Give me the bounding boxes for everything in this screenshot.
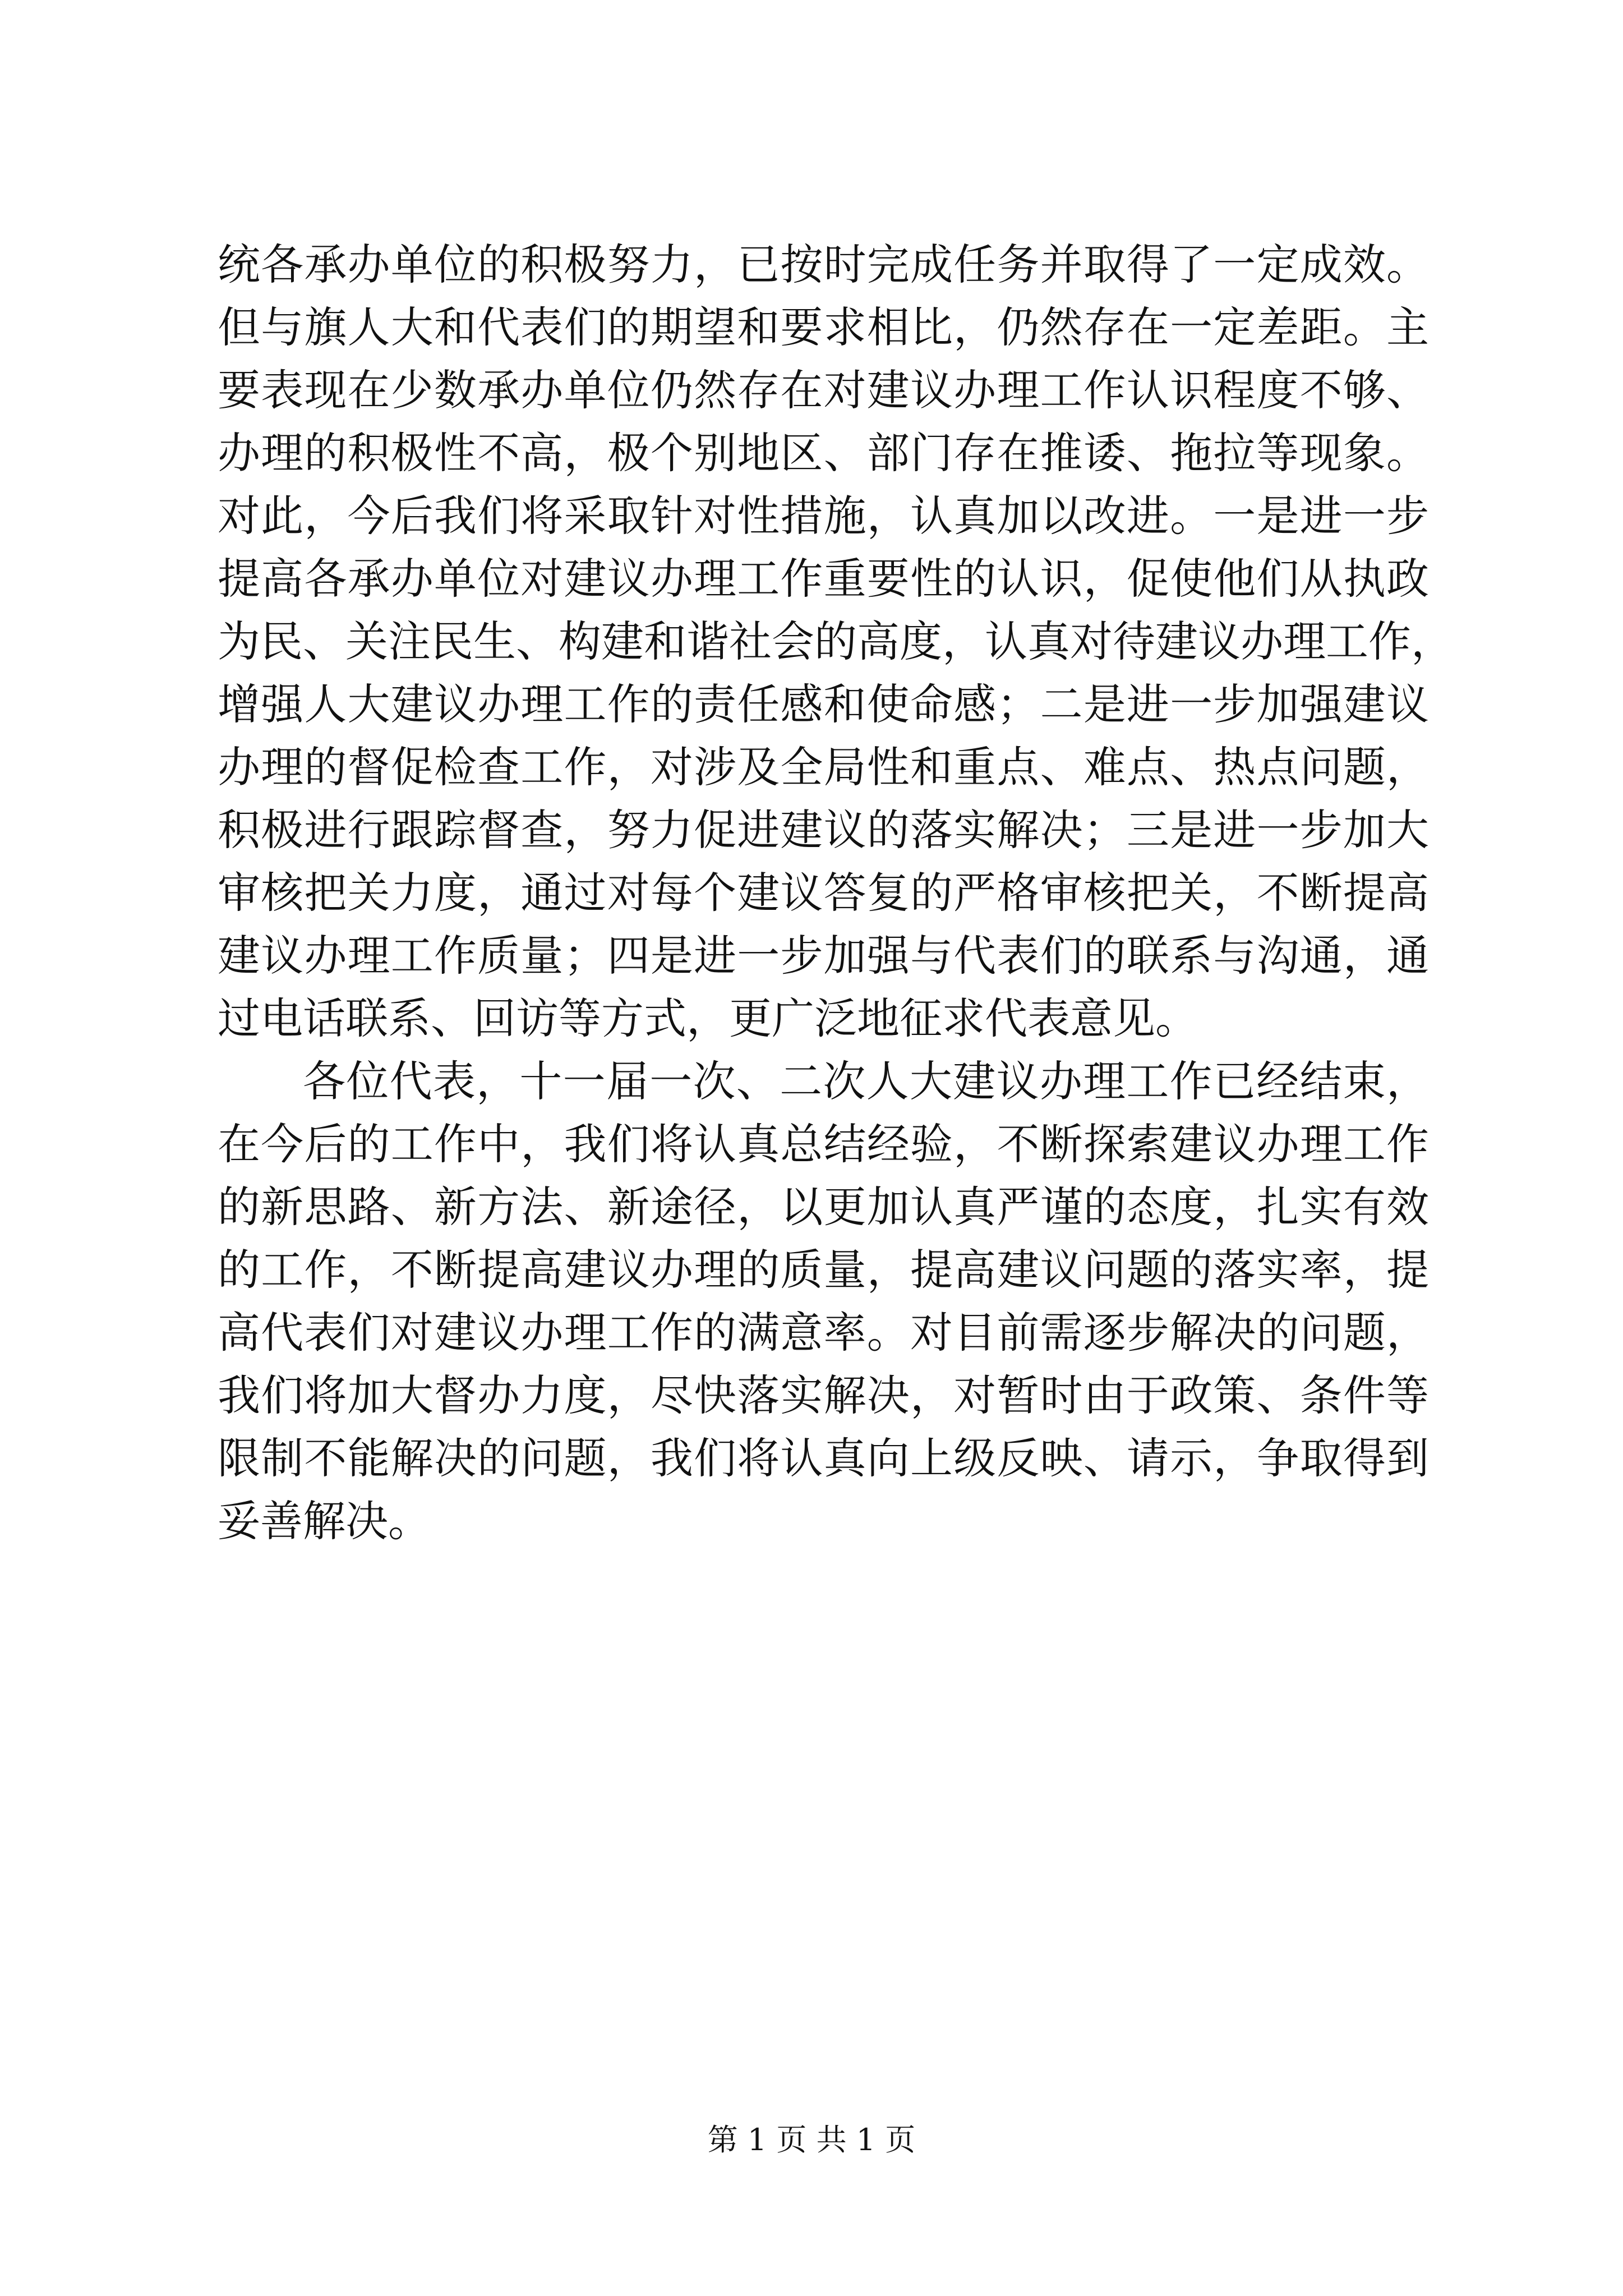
text-line: 过电话联系、回访等方式，更广泛地征求代表意见。 (218, 993, 1198, 1043)
text-line: 我们将加大督办力度，尽快落实解决，对暂时由于政策、条件等 (218, 1370, 1429, 1420)
document-body (218, 233, 1454, 1553)
text-line: 统各承办单位的积极努力，已按时完成任务并取得了一定成效。 (218, 240, 1429, 289)
text-line: 审核把关力度，通过对每个建议答复的严格审核把关，不断提高 (218, 868, 1429, 918)
text-line: 的工作，不断提高建议办理的质量，提高建议问题的落实率，提 (218, 1245, 1429, 1295)
text-line: 办理的积极性不高，极个别地区、部门存在推诿、拖拉等现象。 (218, 428, 1429, 478)
text-line: 高代表们对建议办理工作的满意率。对目前需逐步解决的问题， (218, 1308, 1429, 1358)
page-footer: 第 1 页 共 1 页 (707, 2122, 916, 2157)
text-line: 但与旗人大和代表们的期望和要求相比，仍然存在一定差距。主 (218, 302, 1429, 352)
text-line: 为民、关注民生、构建和谐社会的高度，认真对待建议办理工作， (218, 616, 1454, 666)
text-line: 办理的督促检查工作，对涉及全局性和重点、难点、热点问题， (218, 742, 1429, 792)
text-line: 各位代表，十一届一次、二次人大建议办理工作已经结束， (303, 1056, 1429, 1106)
text-line: 限制不能解决的问题，我们将认真向上级反映、请示，争取得到 (218, 1433, 1429, 1483)
text-line: 妥善解决。 (218, 1496, 431, 1546)
text-line: 提高各承办单位对建议办理工作重要性的认识，促使他们从执政 (218, 554, 1429, 604)
text-line: 对此，今后我们将采取针对性措施，认真加以改进。一是进一步 (218, 491, 1429, 541)
text-line: 积极进行跟踪督查，努力促进建议的落实解决；三是进一步加大 (218, 805, 1429, 855)
text-line: 的新思路、新方法、新途径，以更加认真严谨的态度，扎实有效 (218, 1182, 1429, 1232)
text-line: 建议办理工作质量；四是进一步加强与代表们的联系与沟通，通 (218, 931, 1429, 981)
text-line: 在今后的工作中，我们将认真总结经验，不断探索建议办理工作 (218, 1119, 1429, 1169)
text-line: 增强人大建议办理工作的责任感和使命感；二是进一步加强建议 (218, 679, 1429, 729)
text-line: 要表现在少数承办单位仍然存在对建议办理工作认识程度不够、 (218, 365, 1429, 415)
